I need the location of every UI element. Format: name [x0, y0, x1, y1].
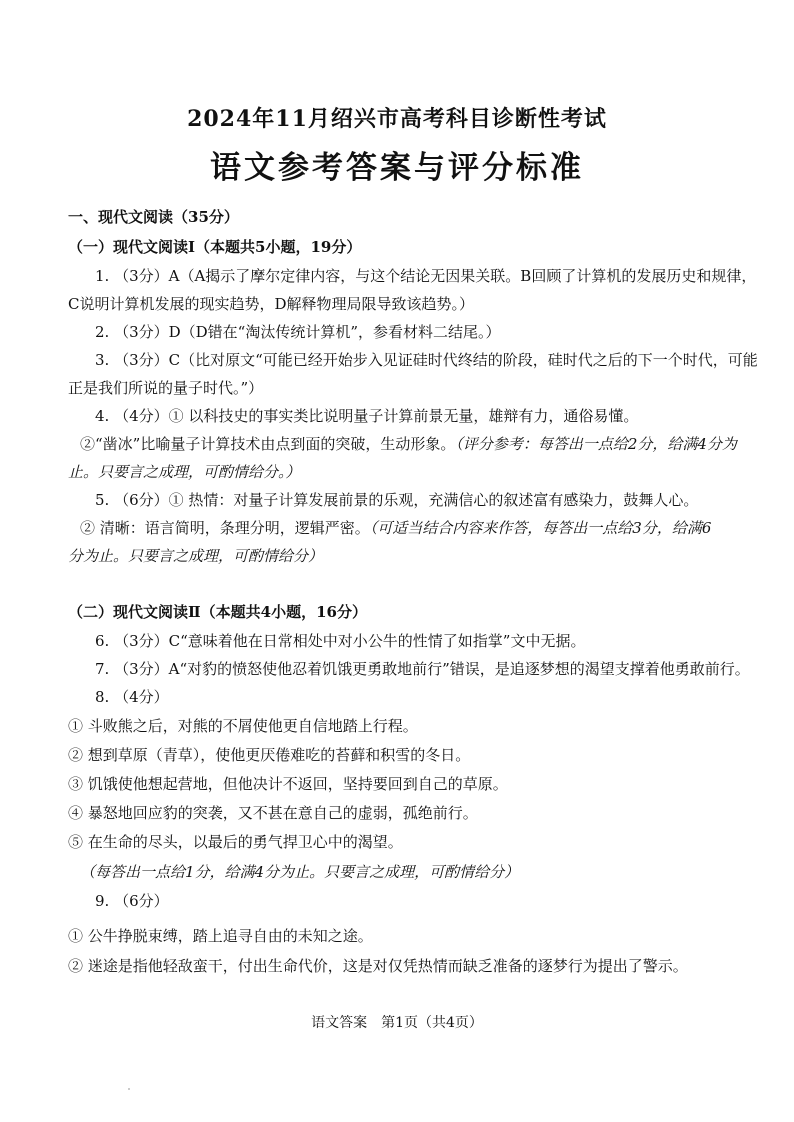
q8-point-4: ④ 暴怒地回应豹的突袭，又不甚在意自己的虚弱，孤绝前行。 — [68, 804, 478, 822]
q5-scoring-note: （可适当结合内容来作答，每答出一点给3分，给满6 — [369, 519, 712, 537]
q8-point-1: ① 斗败熊之后，对熊的不屑使他更自信地踏上行程。 — [68, 717, 418, 735]
q3-line-1: 3. （3分）C（比对原文“可能已经开始步入见证硅时代终结的阶段，硅时代之后的下一个时代，可能 — [95, 351, 758, 369]
part-1-heading: （一）现代文阅读Ⅰ（本题共5小题，19分） — [68, 238, 362, 256]
q8-point-5: ⑤ 在生命的尽头，以最后的勇气捍卫心中的渴望。 — [68, 833, 403, 851]
part-2-heading: （二）现代文阅读Ⅱ（本题共4小题，16分） — [68, 603, 367, 621]
q9-point-1: ① 公牛挣脱束缚，踏上追寻自由的未知之途。 — [68, 927, 373, 945]
q5-point-2: ② 清晰：语言简明，条理分明，逻辑严密。 — [80, 519, 370, 537]
q8-point-2: ② 想到草原（青草），使他更厌倦难吃的苔藓和积雪的冬日。 — [68, 746, 471, 764]
q9-point-2: ② 迷途是指他轻敌蛮干，付出生命代价，这是对仅凭热情而缺乏准备的逐梦行为提出了警示。 — [68, 957, 688, 975]
q3-line-2: 正是我们所说的量子时代。”） — [68, 379, 264, 397]
q8-point-3: ③ 饥饿使他想起营地，但他决计不返回，坚持要回到自己的草原。 — [68, 775, 508, 793]
q9-heading: 9. （6分） — [95, 892, 169, 910]
q1-line-1: 1. （3分）A（A揭示了摩尔定律内容，与这个结论无因果关联。B回顾了计算机的发展历史和规律， — [95, 267, 757, 285]
exam-title: 2024年11月绍兴市高考科目诊断性考试 — [187, 106, 607, 132]
q4-line-3: 止。只要言之成理，可酌情给分。） — [68, 463, 301, 481]
scan-speck — [128, 1088, 130, 1090]
q4-line-1: 4. （4分）① 以科技史的事实类比说明量子计算前景无量，雄辩有力，通俗易懂。 — [95, 407, 639, 425]
q5-line-2 — [80, 518, 711, 538]
q2-answer: 2. （3分）D（D错在“淘汰传统计算机”，参看材料二结尾。） — [95, 323, 501, 341]
document-subtitle: 语文参考答案与评分标准 — [210, 150, 584, 186]
q7-answer: 7. （3分）A“对豹的愤怒使他忍着饥饿更勇敢地前行”错误，是追逐梦想的渴望支撑着他勇敢前行。 — [95, 660, 750, 678]
q8-scoring-note: （每答出一点给1分，给满4分为止。只要言之成理，可酌情给分） — [80, 863, 520, 881]
q5-line-1: 5. （6分）① 热情：对量子计算发展前景的乐观，充满信心的叙述富有感染力，鼓舞人心。 — [95, 491, 699, 509]
q4-line-2 — [80, 434, 737, 454]
q5-line-3: 分为止。只要言之成理，可酌情给分） — [68, 547, 324, 565]
q8-heading: 8. （4分） — [95, 688, 169, 706]
q1-line-2: C说明计算机发展的现实趋势，D解释物理局限导致该趋势。） — [68, 295, 475, 313]
page-footer: 语文答案 第1页（共4页） — [311, 1015, 483, 1031]
section-1-heading: 一、现代文阅读（35分） — [68, 208, 239, 226]
q4-point-2: ②“凿冰”比喻量子计算技术由点到面的突破，生动形象。 — [80, 435, 456, 453]
q6-answer: 6. （3分）C“意味着他在日常相处中对小公牛的性情了如指掌”文中无据。 — [95, 632, 586, 650]
q4-scoring-note: （评分参考：每答出一点给2分，给满4分为 — [455, 435, 737, 453]
